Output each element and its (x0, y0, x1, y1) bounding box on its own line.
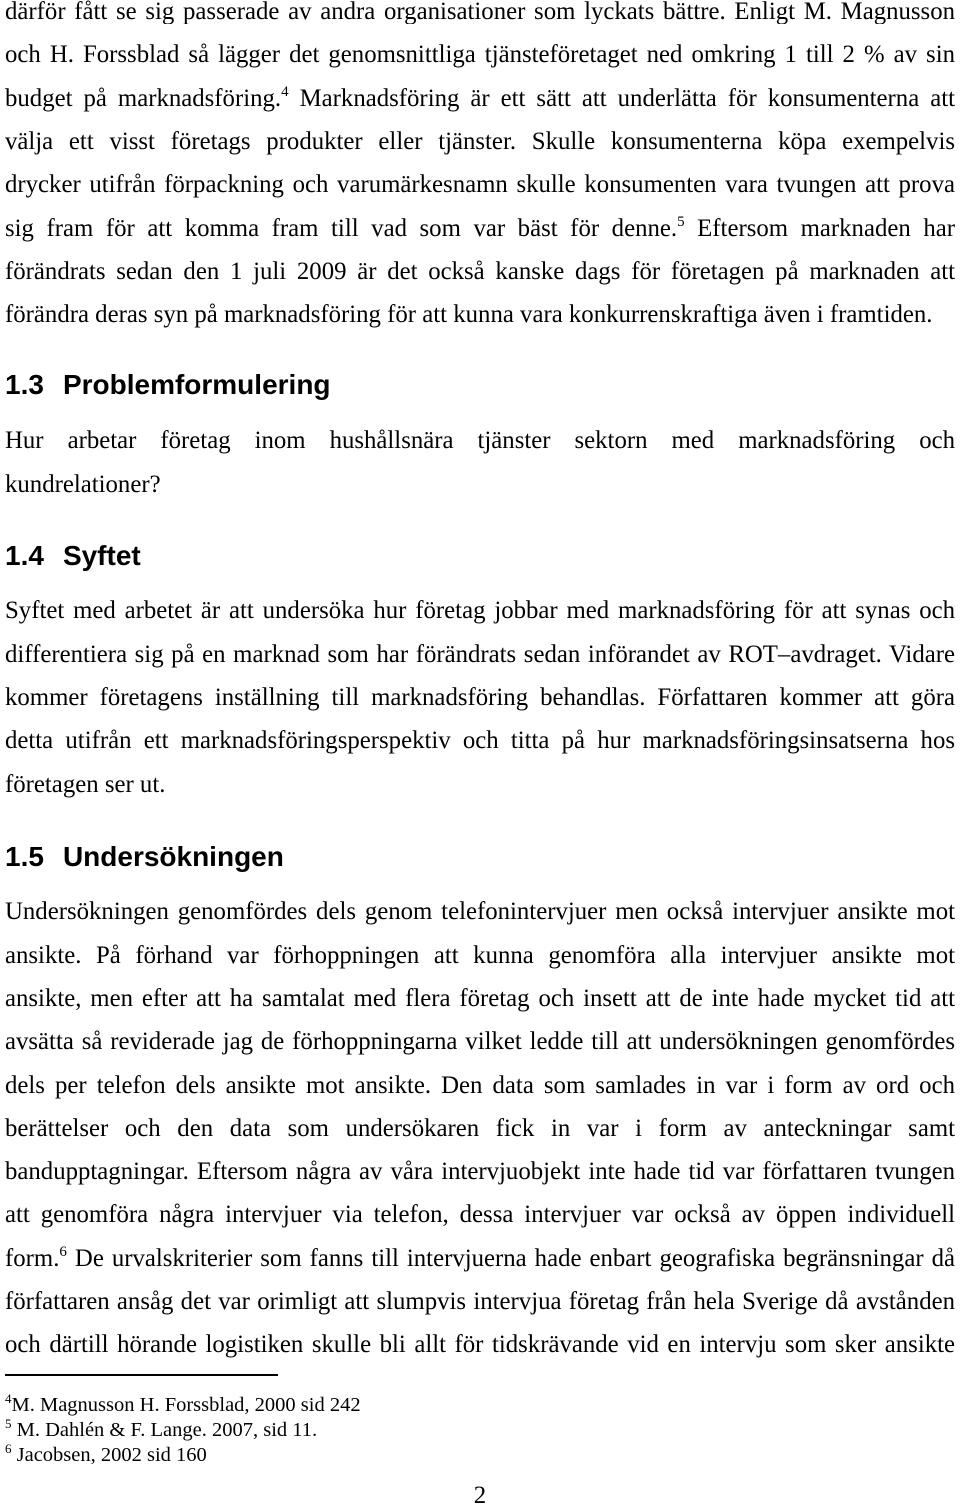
body-text-line: och därtill hörande logistiken skulle bli allt för tidskrävande vid en intervju som sker ansikte (5, 1331, 955, 1359)
body-text-line (5, 77, 955, 120)
body-text-line (5, 207, 955, 250)
body-text-line: detta utifrån ett marknadsföringsperspektiv och titta på hur marknadsföringsinsatserna hos (5, 727, 955, 755)
footnote-ref: 5 (677, 213, 685, 230)
section-number: 1.4 (5, 540, 44, 571)
page-number: 2 (473, 1482, 487, 1509)
body-text-line: Undersökningen genomfördes dels genom telefonintervjuer men också intervjuer ansikte mot (5, 898, 955, 926)
section-number: 1.3 (5, 369, 44, 400)
body-text-line: berättelser och den data som undersökaren fick in var i form av anteckningar samt (5, 1114, 955, 1142)
body-text-line: välja ett visst företags produkter eller tjänster. Skulle konsumenterna köpa exempelvis (5, 127, 955, 155)
problemformulering-paragraph (5, 419, 955, 506)
body-text-line: Hur arbetar företag inom hushållsnära tjänster sektorn med marknadsföring och (5, 427, 955, 455)
footnote (5, 1415, 705, 1443)
footnote-text: M. Dahlén & F. Lange. 2007, sid 11. (11, 1418, 318, 1441)
section-heading-undersokningen (5, 840, 284, 874)
footnote-number: 4 (5, 1390, 12, 1406)
intro-paragraph (5, 0, 955, 336)
body-text-line: drycker utifrån förpackning och varumärkesnamn skulle konsumenten vara tvungen att prova (5, 171, 955, 199)
body-text-line: därför fått se sig passerade av andra organisationer som lyckats bättre. Enligt M. Magnusson (5, 0, 955, 24)
section-number: 1.5 (5, 841, 44, 872)
footnote-ref: 4 (281, 83, 289, 100)
footnote-text: Jacobsen, 2002 sid 160 (11, 1443, 207, 1466)
section-heading-syftet (5, 539, 141, 573)
section-heading-problemformulering (5, 368, 331, 402)
body-text-line: dels per telefon dels ansikte mot ansikte. Den data som samlades in var i form av ord och (5, 1071, 955, 1099)
body-text-line: författaren ansåg det var orimligt att slumpvis intervjua företag från hela Sverige då avstånden (5, 1288, 955, 1316)
body-text-line (5, 1237, 955, 1280)
body-text-line: förändrats sedan den 1 juli 2009 är det också kanske dags för företagen på marknaden att (5, 257, 955, 285)
footnote-separator (5, 1374, 278, 1376)
footnote (5, 1390, 705, 1418)
section-title: Syftet (62, 540, 141, 571)
line-text: sig fram för att komma fram till vad som var bäst för denne. (5, 214, 678, 242)
footnotes (5, 1390, 705, 1468)
body-text-line: avsätta så reviderade jag de förhoppningarna vilket ledde till att undersökningen genomfördes (5, 1028, 955, 1056)
section-title: Undersökningen (62, 841, 284, 872)
body-text-line: differentiera sig på en marknad som har förändrats sedan införandet av ROT–avdraget. Vidare (5, 640, 955, 668)
footnote-number: 5 (5, 1415, 12, 1431)
line-text: Eftersom marknaden har (684, 214, 955, 242)
footnote-ref: 6 (59, 1243, 67, 1260)
body-text-line: kundrelationer? (5, 470, 161, 498)
section-title: Problemformulering (62, 369, 331, 400)
footnote-number: 6 (5, 1440, 12, 1456)
body-text-line: att genomföra några intervjuer via telefon, dessa intervjuer var också av öppen individuell (5, 1201, 955, 1229)
footnote (5, 1440, 705, 1468)
undersokningen-paragraph (5, 890, 955, 1366)
body-text-line: bandupptagningar. Eftersom några av våra intervjuobjekt inte hade tid var författaren tvungen (5, 1158, 955, 1186)
line-text: form. (5, 1244, 60, 1272)
line-text: De urvalskriterier som fanns till intervjuerna hade enbart geografiska begränsningar då (66, 1244, 955, 1272)
body-text-line: förändra deras syn på marknadsföring för att kunna vara konkurrenskraftiga även i framtiden. (5, 301, 933, 329)
body-text-line: ansikte. På förhand var förhoppningen att kunna genomföra alla intervjuer ansikte mot (5, 941, 955, 969)
line-text: Marknadsföring är ett sätt att underlätta för konsumenterna att (288, 84, 955, 112)
body-text-line: Syftet med arbetet är att undersöka hur företag jobbar med marknadsföring för att synas och (5, 597, 955, 625)
body-text-line: kommer företagens inställning till marknadsföring behandlas. Författaren kommer att göra (5, 683, 955, 711)
body-text-line: ansikte, men efter att ha samtalat med flera företag och insett att de inte hade mycket tid att (5, 984, 955, 1012)
footnote-text: M. Magnusson H. Forssblad, 2000 sid 242 (11, 1393, 361, 1416)
syftet-paragraph (5, 589, 955, 805)
body-text-line: och H. Forssblad så lägger det genomsnittliga tjänsteföretaget ned omkring 1 till 2 % av sin (5, 41, 955, 69)
body-text-line: företagen ser ut. (5, 770, 166, 798)
line-text: budget på marknadsföring. (5, 84, 282, 112)
